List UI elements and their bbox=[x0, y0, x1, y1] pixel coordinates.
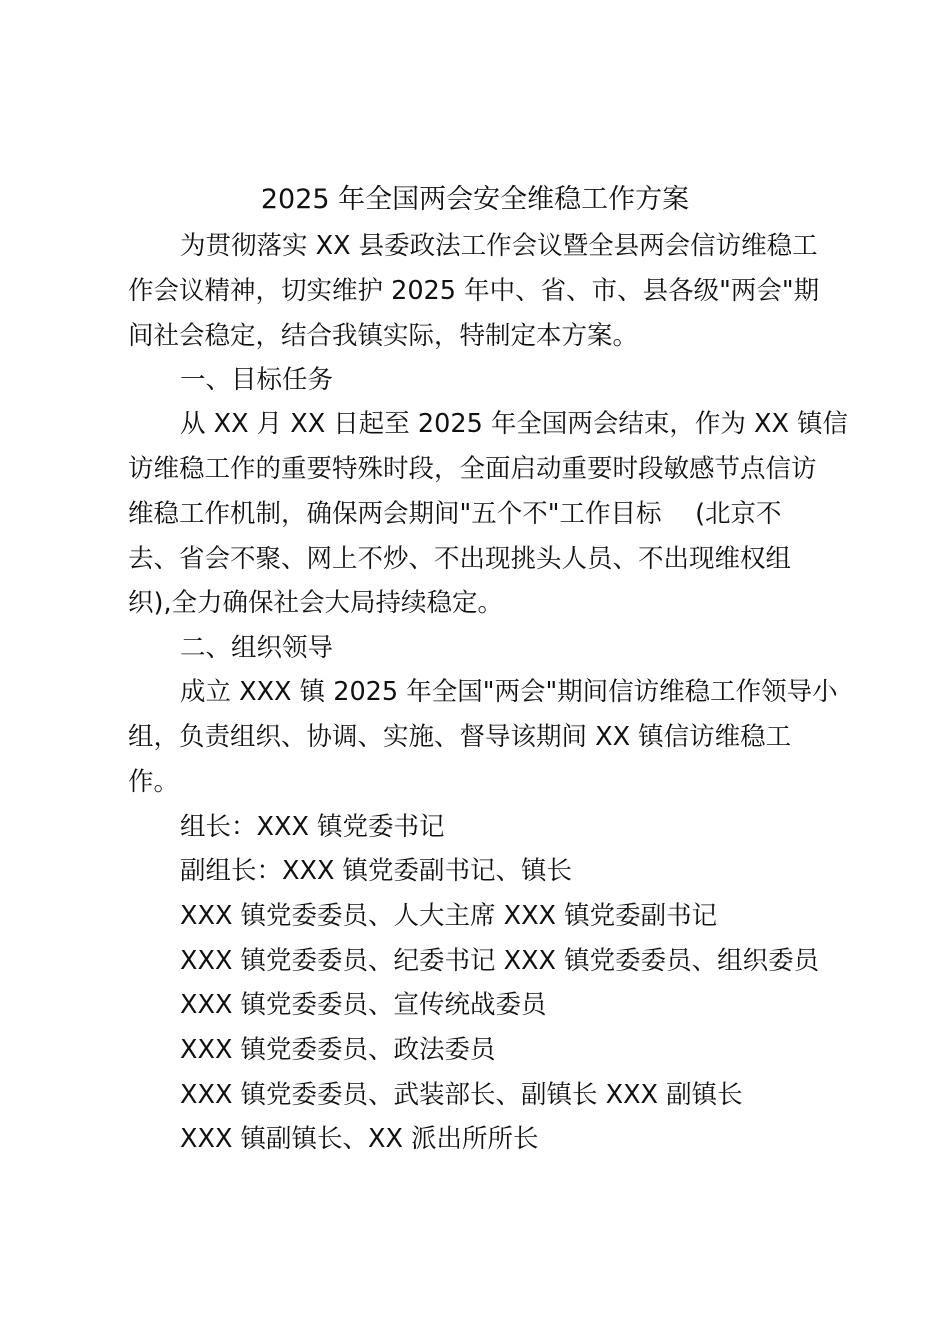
intro-line-1: 为贯彻落实 XX 县委政法工作会议暨全县两会信访维稳工 bbox=[180, 231, 818, 261]
member-line-7: XXX 镇党委委员、武装部长、副镇长 XXX 副镇长 bbox=[180, 1080, 743, 1110]
member-line-8: XXX 镇副镇长、XX 派出所所长 bbox=[180, 1124, 539, 1154]
member-line-4: XXX 镇党委委员、纪委书记 XXX 镇党委委员、组织委员 bbox=[180, 946, 820, 976]
section-1-line-3: 维稳工作机制，确保两会期间"五个不"工作目标 (北京不 bbox=[128, 499, 782, 529]
section-1-line-5: 织),全力确保社会大局持续稳定。 bbox=[128, 588, 504, 618]
member-line-2: 副组长：XXX 镇党委副书记、镇长 bbox=[180, 856, 573, 886]
member-line-5: XXX 镇党委委员、宣传统战委员 bbox=[180, 990, 547, 1020]
member-line-1: 组长：XXX 镇党委书记 bbox=[180, 812, 445, 842]
section-2-line-3: 作。 bbox=[128, 767, 180, 797]
document-title: 2025 年全国两会安全维稳工作方案 bbox=[260, 184, 690, 215]
member-line-3: XXX 镇党委委员、人大主席 XXX 镇党委副书记 bbox=[180, 901, 718, 931]
section-2-line-1: 成立 XXX 镇 2025 年全国"两会"期间信访维稳工作领导小 bbox=[180, 677, 838, 707]
section-2-line-2: 组，负责组织、协调、实施、督导该期间 XX 镇信访维稳工 bbox=[128, 722, 792, 752]
section-1-line-1: 从 XX 月 XX 日起至 2025 年全国两会结束，作为 XX 镇信 bbox=[180, 409, 849, 439]
member-line-6: XXX 镇党委委员、政法委员 bbox=[180, 1035, 496, 1065]
section-1-line-2: 访维稳工作的重要特殊时段，全面启动重要时段敏感节点信访 bbox=[128, 454, 817, 484]
section-2-heading: 二、组织领导 bbox=[180, 633, 334, 663]
intro-line-2: 作会议精神，切实维护 2025 年中、省、市、县各级"两会"期 bbox=[128, 276, 820, 306]
section-1-line-4: 去、省会不聚、网上不炒、不出现挑头人员、不出现维权组 bbox=[128, 544, 792, 574]
section-1-heading: 一、目标任务 bbox=[180, 365, 334, 395]
intro-line-3: 间社会稳定，结合我镇实际，特制定本方案。 bbox=[128, 321, 639, 351]
